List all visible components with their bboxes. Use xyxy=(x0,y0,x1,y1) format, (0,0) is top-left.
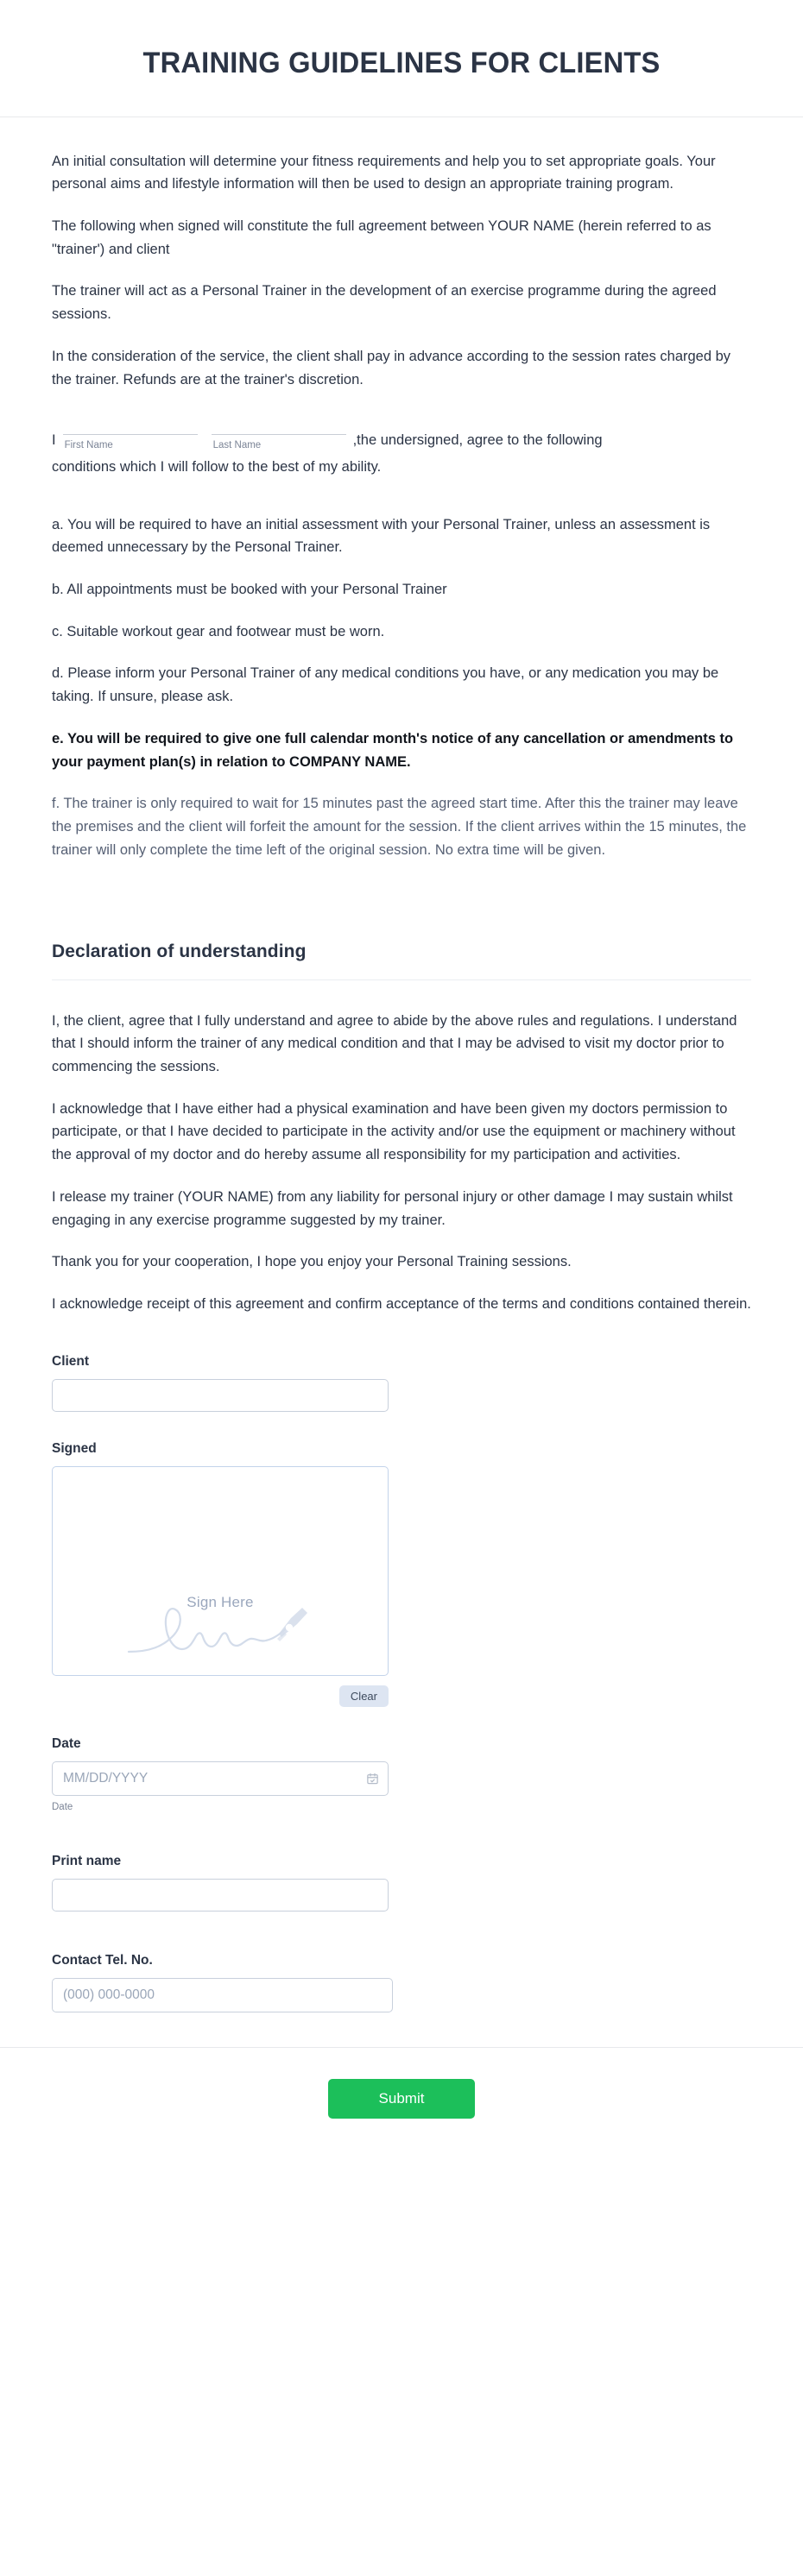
date-input[interactable] xyxy=(52,1761,389,1796)
condition-item-f: f. The trainer is only required to wait for 15 minutes past the agreed start time. After this the trainer may leave the premises and the client will forfeit the amount for the session. If the client arrives within the 15 minutes, the trainer will only complete the time left of the original session. No extra time will be given. xyxy=(52,796,747,858)
undersigned-name-line xyxy=(52,417,751,478)
intro-paragraph-2: The following when signed will constitute the full agreement between YOUR NAME (herein referred to as "trainer') and client xyxy=(52,217,711,257)
declaration-paragraph-1: I, the client, agree that I fully understand and agree to abide by the above rules and regulations. I understand that I should inform the trainer of any medical condition and that I may be advised to visit my doctor prior to commencing the sessions. xyxy=(52,1012,737,1074)
declaration-paragraph-3: I release my trainer (YOUR NAME) from any liability for personal injury or other damage I may sustain whilst engaging in any exercise programme suggested by my trainer. xyxy=(52,1188,733,1228)
declaration-divider xyxy=(52,979,751,980)
submit-button[interactable]: Submit xyxy=(328,2079,475,2119)
signature-clear-row xyxy=(52,1685,389,1707)
form-footer xyxy=(0,2047,803,2158)
sign-here-text: Sign Here xyxy=(187,1593,254,1610)
form-body xyxy=(0,117,803,2012)
last-name-input[interactable] xyxy=(212,417,346,435)
print-name-label: Print name xyxy=(52,1853,122,1868)
signature-watermark xyxy=(53,1599,388,1660)
client-field-block xyxy=(52,1354,751,1412)
condition-item-a: a. You will be required to have an initial assessment with your Personal Trainer, unless an assessment is deemed unnecessary by the Personal Trainer. xyxy=(52,516,711,556)
clear-signature-button[interactable]: Clear xyxy=(339,1685,389,1707)
pen-nib-icon xyxy=(277,1608,307,1641)
last-name-field-wrap xyxy=(212,417,346,454)
date-sublabel: Date xyxy=(52,1801,73,1812)
last-name-sublabel: Last Name xyxy=(212,440,262,451)
condition-item-d: d. Please inform your Personal Trainer of any medical conditions you have, or any medication you may be taking. If unsure, please ask. xyxy=(52,665,719,705)
signature-scribble-icon xyxy=(125,1599,315,1660)
intro-paragraph-4: In the consideration of the service, the client shall pay in advance according to the session rates charged by the trainer. Refunds are at the trainer's discretion. xyxy=(52,348,731,387)
signed-label: Signed xyxy=(52,1440,97,1456)
client-label: Client xyxy=(52,1353,90,1369)
page-title: TRAINING GUIDELINES FOR CLIENTS xyxy=(142,47,661,79)
name-line-lead: I xyxy=(52,432,56,449)
name-line-tail: ,the undersigned, agree to the following xyxy=(352,432,603,449)
intro-paragraph-3: The trainer will act as a Personal Trainer in the development of an exercise programme during the agreed sessions. xyxy=(52,283,717,323)
condition-item-b: b. All appointments must be booked with your Personal Trainer xyxy=(52,582,447,598)
signed-field-block xyxy=(52,1441,751,1707)
client-input[interactable] xyxy=(52,1379,389,1412)
declaration-paragraph-4: Thank you for your cooperation, I hope you enjoy your Personal Training sessions. xyxy=(52,1254,572,1270)
condition-item-c: c. Suitable workout gear and footwear must be worn. xyxy=(52,623,385,639)
intro-paragraph-1: An initial consultation will determine your fitness requirements and help you to set appropriate goals. Your personal aims and lifestyle information will then be used to design an appropriate training program. xyxy=(52,153,716,192)
name-line-second: conditions which I will follow to the best of my ability. xyxy=(52,458,382,475)
date-input-wrap xyxy=(52,1761,389,1796)
first-name-sublabel: First Name xyxy=(64,440,113,451)
declaration-heading: Declaration of understanding xyxy=(52,941,307,961)
signature-pad[interactable] xyxy=(52,1466,389,1676)
contact-tel-label: Contact Tel. No. xyxy=(52,1952,153,1968)
contact-tel-field-block xyxy=(52,1953,751,2012)
declaration-paragraph-5: I acknowledge receipt of this agreement and confirm acceptance of the terms and conditions contained therein. xyxy=(52,1295,751,1312)
condition-item-e: e. You will be required to give one full calendar month's notice of any cancellation or amendments to your payment plan(s) in relation to COMPANY NAME. xyxy=(52,730,734,770)
print-name-field-block xyxy=(52,1854,751,1912)
first-name-field-wrap xyxy=(63,417,198,454)
declaration-paragraph-2: I acknowledge that I have either had a physical examination and have been given my doctors permission to participate, or that I have decided to participate in the activity and/or use the equipment or machinery without the approval of my doctor and do hereby assume all responsibility for my participation and activities. xyxy=(52,1100,736,1163)
form-header xyxy=(0,0,803,117)
print-name-input[interactable] xyxy=(52,1879,389,1912)
contact-tel-input[interactable] xyxy=(52,1978,393,2012)
date-label: Date xyxy=(52,1735,81,1751)
date-field-block xyxy=(52,1736,751,1812)
first-name-input[interactable] xyxy=(63,417,198,435)
